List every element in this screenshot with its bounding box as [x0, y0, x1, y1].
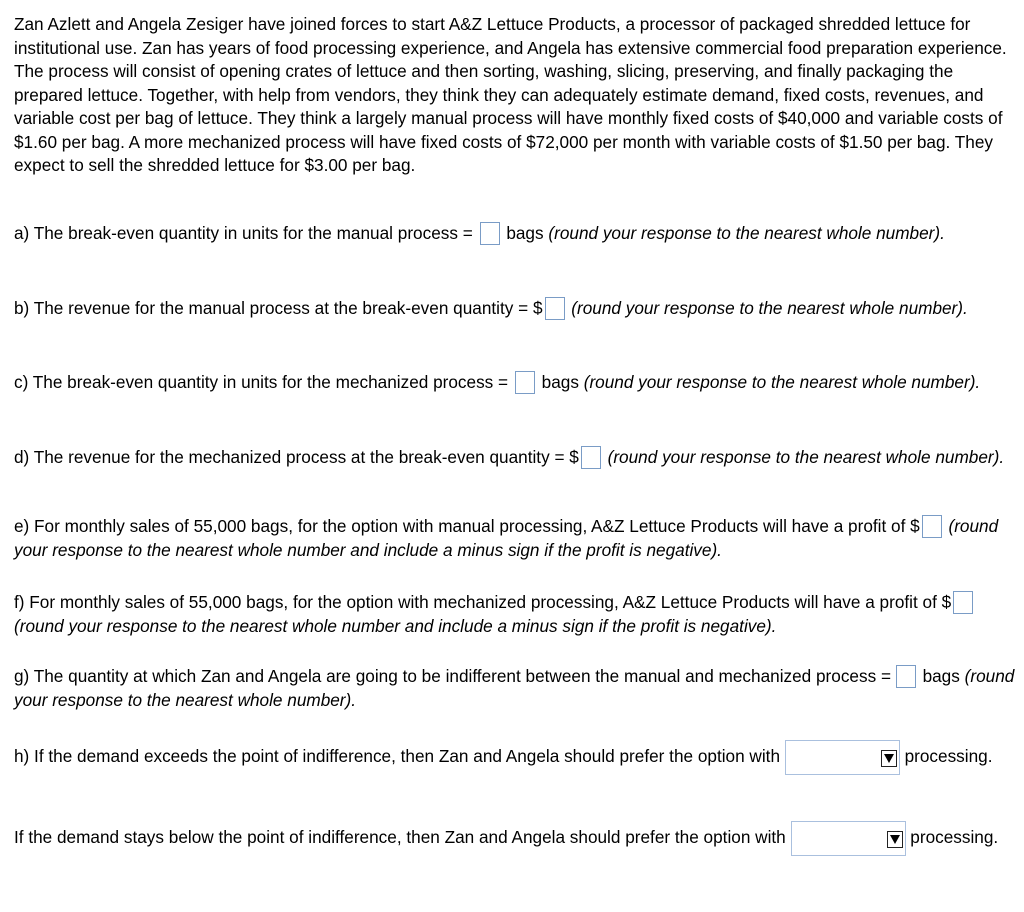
question-a-unit: bags [506, 223, 544, 243]
question-h-text: h) If the demand exceeds the point of indifference, then Zan and Angela should prefer the option with [14, 746, 781, 767]
chevron-down-icon[interactable] [881, 750, 897, 767]
question-e-note: (round your response to the nearest whole number and include a minus sign if the profit is negative). [14, 516, 999, 560]
question-c [14, 371, 1016, 395]
question-b-text: b) The revenue for the manual process at the break-even quantity = $ [14, 298, 543, 318]
answer-d-input[interactable] [581, 446, 601, 469]
question-d-note: (round your response to the nearest whole number). [607, 447, 1005, 467]
problem-statement: Zan Azlett and Angela Zesiger have joined forces to start A&Z Lettuce Products, a processor of packaged shredded lettuce for institutional use. Zan has years of food processing experience, and Angela has extensive commercial food preparation experience. The process will consist of opening crates of lettuce and then sorting, washing, slicing, preserving, and finally packaging the prepared lettuce. Together, with help from vendors, they think they can adequately estimate demand, fixed costs, revenues, and variable cost per bag of lettuce. They think a largely manual process will have monthly fixed costs of $40,000 and variable costs of $1.60 per bag. A more mechanized process will have fixed costs of $72,000 per month with variable costs of $1.50 per bag. They expect to sell the shredded lettuce for $3.00 per bag. [14, 14, 1007, 175]
question-b [14, 297, 1016, 321]
question-c-note: (round your response to the nearest whole number). [583, 372, 981, 392]
answer-e-input[interactable] [922, 515, 942, 538]
question-g-note: (round your response to the nearest whole number). [14, 666, 1015, 710]
question-c-text: c) The break-even quantity in units for the mechanized process = [14, 372, 509, 392]
question-f-text: f) For monthly sales of 55,000 bags, for the option with mechanized processing, A&Z Lettuce Products will have a profit of $ [14, 592, 952, 612]
question-h [14, 740, 1016, 775]
question-e-text: e) For monthly sales of 55,000 bags, for the option with manual processing, A&Z Lettuce Products will have a profit of $ [14, 516, 920, 536]
question-e [14, 515, 1016, 562]
answer-a-input[interactable] [480, 222, 500, 245]
answer-g-input[interactable] [896, 665, 916, 688]
question-a-text: a) The break-even quantity in units for the manual process = [14, 223, 473, 243]
chevron-down-icon[interactable] [887, 831, 903, 848]
question-i-text: If the demand stays below the point of indifference, then Zan and Angela should prefer the option with [14, 827, 786, 848]
question-i [14, 821, 1016, 856]
question-g-text: g) The quantity at which Zan and Angela are going to be indifferent between the manual and mechanized process = [14, 666, 891, 686]
question-d-text: d) The revenue for the mechanized process at the break-even quantity = $ [14, 447, 579, 467]
answer-i-dropdown[interactable] [791, 821, 906, 856]
question-g [14, 665, 1016, 712]
question-a-note: (round your response to the nearest whole number). [548, 223, 945, 243]
question-f-note: (round your response to the nearest whole number and include a minus sign if the profit is negative). [14, 615, 777, 636]
answer-f-input[interactable] [953, 591, 973, 614]
answer-c-input[interactable] [515, 371, 535, 394]
question-a [14, 222, 1016, 246]
question-c-unit: bags [541, 372, 579, 392]
question-h-unit: processing. [904, 746, 993, 767]
question-g-unit: bags [922, 666, 960, 686]
question-b-note: (round your response to the nearest whole number). [571, 298, 968, 318]
question-i-unit: processing. [910, 827, 999, 848]
question-f [14, 591, 1016, 638]
question-d [14, 446, 1016, 470]
answer-b-input[interactable] [545, 297, 565, 320]
answer-h-dropdown[interactable] [785, 740, 900, 775]
